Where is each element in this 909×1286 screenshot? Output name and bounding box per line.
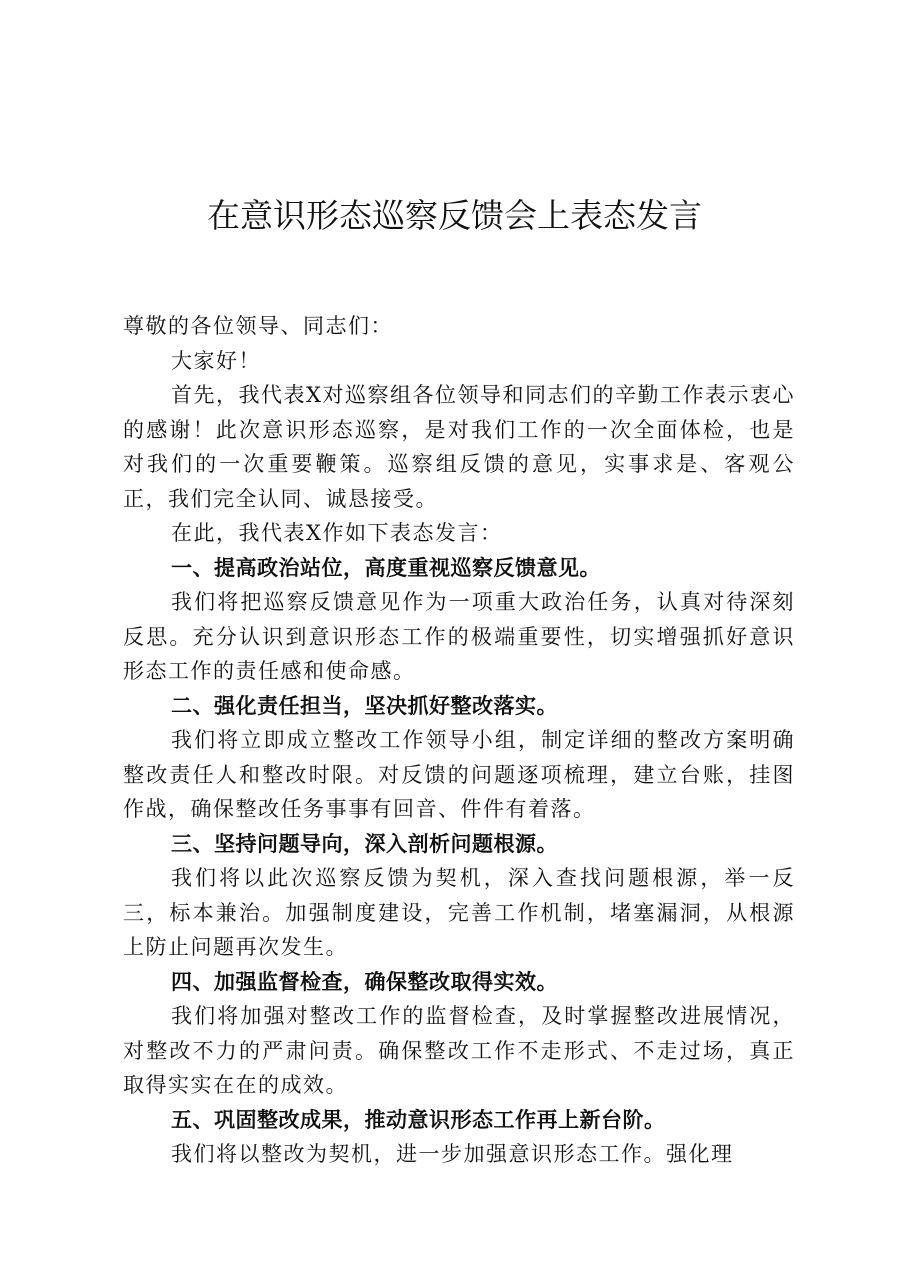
section-heading-4: 四、加强监督检查，确保整改取得实效。 — [171, 969, 558, 994]
section-heading-3: 三、坚持问题导向，深入剖析问题根源。 — [171, 831, 558, 856]
paragraph-section-5: 我们将以整改为契机，进一步加强意识形态工作。强化理 — [171, 1142, 734, 1166]
section-heading-2: 二、强化责任担当，坚决抓好整改落实。 — [171, 693, 558, 718]
document-title: 在意识形态巡察反馈会上表态发言 — [207, 196, 702, 235]
greeting: 大家好！ — [171, 348, 261, 373]
document-body — [123, 309, 795, 1172]
section-heading-1: 一、提高政治站位，高度重视巡察反馈意见。 — [171, 555, 601, 580]
section-heading-5: 五、巩固整改成果，推动意识形态工作再上新台阶。 — [171, 1107, 666, 1132]
paragraph-thanks: 首先，我代表X对巡察组各位领导和同志们的辛勤工作表示衷心的感谢！此次意识形态巡察，是对我们工作的一次全面体检，也是对我们的一次重要鞭策。巡察组反馈的意见，实事求是、客观公正，我们完全认同、诚恳接受。 — [123, 383, 795, 511]
paragraph-section-1: 我们将把巡察反馈意见作为一项重大政治任务，认真对待深刻反思。充分认识到意识形态工作的极端重要性，切实增强抓好意识形态工作的责任感和使命感。 — [123, 590, 795, 683]
salutation: 尊敬的各位领导、同志们： — [123, 314, 393, 338]
paragraph-intro: 在此，我代表X作如下表态发言： — [171, 521, 503, 545]
paragraph-section-2: 我们将立即成立整改工作领导小组，制定详细的整改方案明确整改责任人和整改时限。对反馈的问题逐项梳理，建立台账，挂图作战，确保整改任务事事有回音、件件有着落。 — [123, 728, 795, 821]
paragraph-section-3: 我们将以此次巡察反馈为契机，深入查找问题根源，举一反三，标本兼治。加强制度建设，完善工作机制，堵塞漏洞，从根源上防止问题再次发生。 — [123, 866, 795, 959]
paragraph-section-4: 我们将加强对整改工作的监督检查，及时掌握整改进展情况，对整改不力的严肃问责。确保整改工作不走形式、不走过场，真正取得实实在在的成效。 — [123, 1004, 795, 1097]
